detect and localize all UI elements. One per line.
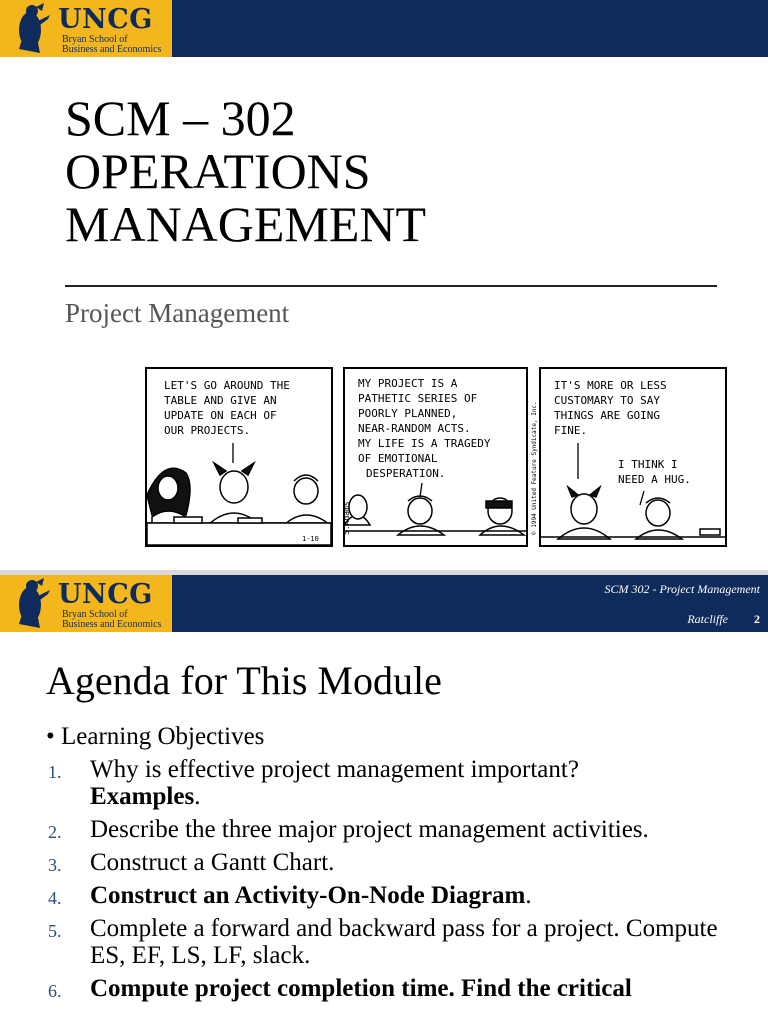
p2-line-7: DESPERATION. xyxy=(366,467,446,480)
item-bold-text: Examples xyxy=(90,783,195,810)
p1-line-2: TABLE AND GIVE AN xyxy=(164,394,277,407)
slide-title xyxy=(65,92,426,251)
bullet-item: • Learning Objectives xyxy=(46,723,265,750)
p1-line-4: OUR PROJECTS. xyxy=(164,424,251,437)
dilbert-comic-strip xyxy=(144,365,729,550)
uncg-logo xyxy=(0,0,172,57)
item-number: 2. xyxy=(48,822,62,842)
list-item xyxy=(46,975,746,1002)
item-text: Construct a Gantt Chart. xyxy=(90,849,335,876)
list-item xyxy=(46,849,746,876)
spartan-figure-icon xyxy=(10,3,54,54)
item-tail: . xyxy=(194,783,201,810)
p3-line-4: FINE. xyxy=(554,424,588,437)
p1-line-1: LET'S GO AROUND THE xyxy=(164,379,290,392)
logo-subtitle xyxy=(62,610,161,630)
slide-subtitle: Project Management xyxy=(65,298,290,328)
list-item xyxy=(46,882,746,909)
item-text: Describe the three major project management activities. xyxy=(90,816,649,843)
p2-line-1: MY PROJECT IS A xyxy=(358,377,458,390)
p2-line-4: NEAR-RANDOM ACTS. xyxy=(358,422,471,435)
header-course: SCM 302 - Project Management xyxy=(604,582,760,596)
p3-line-2: CUSTOMARY TO SAY xyxy=(554,394,660,407)
logo-sub-line2: Business and Economics xyxy=(62,619,162,630)
item-number: 3. xyxy=(48,855,62,875)
p3-hug-1: I THINK I xyxy=(618,458,678,471)
slide-header xyxy=(0,575,768,632)
p3-line-1: IT'S MORE OR LESS xyxy=(554,379,667,392)
logo-sub-line1: Bryan School of xyxy=(62,609,128,620)
item-number: 1. xyxy=(48,762,62,782)
logo-wordmark: UNCG xyxy=(58,4,153,35)
title-line-3: MANAGEMENT xyxy=(65,196,427,252)
agenda-title: Agenda for This Module xyxy=(46,658,442,703)
comic-date: 1-10 xyxy=(302,535,319,543)
item-bold-text: Compute project completion time. Find the critical xyxy=(90,975,632,1002)
item-tail: . xyxy=(525,882,532,909)
item-text: Complete a forward and backward pass for a project. Compute ES, EF, LS, LF, slack. xyxy=(90,915,718,969)
p1-line-3: UPDATE ON EACH OF xyxy=(164,409,277,422)
item-bold-text: Construct an Activity-On-Node Diagram xyxy=(90,882,526,909)
logo-sub-line1: Bryan School of xyxy=(62,34,128,45)
comic-signature: S.Adams xyxy=(342,501,351,535)
p2-line-2: PATHETIC SERIES OF xyxy=(358,392,478,405)
logo-subtitle xyxy=(62,35,161,55)
item-number: 6. xyxy=(48,981,62,1001)
title-line-2: OPERATIONS xyxy=(65,143,371,199)
title-divider xyxy=(65,285,717,287)
list-item xyxy=(46,915,746,969)
item-number: 5. xyxy=(48,921,62,941)
uncg-logo xyxy=(0,575,172,632)
logo-sub-line2: Business and Economics xyxy=(62,44,162,55)
agenda-slide xyxy=(0,575,768,1024)
p3-line-3: THINGS ARE GOING xyxy=(554,409,660,422)
slide-header xyxy=(0,0,768,57)
item-number: 4. xyxy=(48,888,62,908)
list-item xyxy=(46,816,746,843)
comic-copyright: © 1994 United Feature Syndicate, Inc. xyxy=(531,401,538,535)
header-author-page xyxy=(687,612,760,627)
agenda-list xyxy=(46,723,746,1008)
spartan-figure-icon xyxy=(10,578,54,629)
page-number: 2 xyxy=(754,612,760,626)
item-text: Why is effective project management important? xyxy=(90,756,579,783)
list-item xyxy=(46,756,746,810)
logo-wordmark: UNCG xyxy=(58,579,153,610)
p2-line-5: MY LIFE IS A TRAGEDY xyxy=(358,437,491,450)
p3-hug-2: NEED A HUG. xyxy=(618,473,691,486)
header-author: Ratcliffe xyxy=(687,612,728,626)
p2-line-6: OF EMOTIONAL xyxy=(358,452,438,465)
title-line-1: SCM – 302 xyxy=(65,90,296,146)
p2-line-3: POORLY PLANNED, xyxy=(358,407,458,420)
